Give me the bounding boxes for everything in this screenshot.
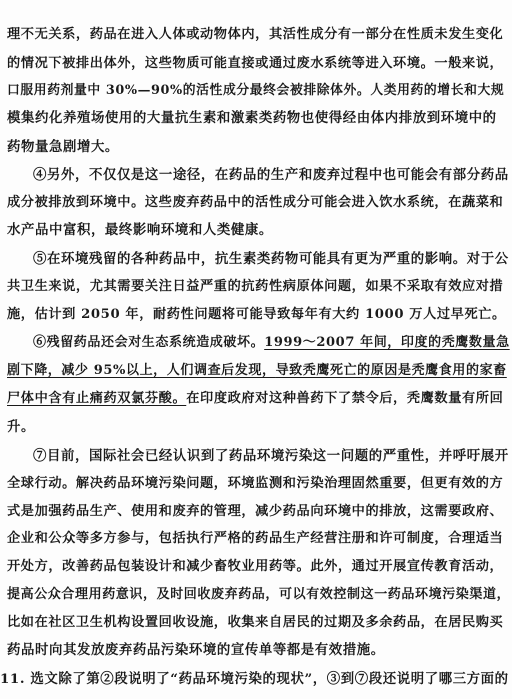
paragraph-text-line: 水产品中富积，最终影响环境和人类健康。: [7, 222, 273, 239]
paragraph-text-line: 共卫生来说，尤其需要关注日益严重的抗药性病原体问题，如果不采取有效应对措: [7, 278, 504, 294]
paragraph-text-line: 式是加强药品生产、使用和废弃的管理，减少药品向环境中的排放，这需要政府、: [7, 503, 504, 519]
paragraph-text-line: 药品时向其发放废弃药品污染环境的宣传单等都是有效措施。: [7, 642, 385, 659]
paragraph-text-line: 全球行动。解决药品环境污染问题，环境监测和污染治理固然重要，但更有效的方: [7, 475, 504, 491]
paragraph-text-line: [7, 391, 503, 407]
underlined-text: 剧下降，减少 95%以上，人们调查后发现，: [7, 362, 276, 378]
paragraph-text-line: 口服用药剂量中 30%—90%的活性成分最终会被排除体外。人类用药的增长和大规: [7, 83, 505, 99]
paragraph-text-line: 开处方，改善药品包装设计和减少畜牧业用药等。此外，通过开展宣传教育活动，: [7, 559, 504, 574]
paragraph-text-line: 的情况下被排出体外，这些物质可能直接或通过废水系统等进入环境。一般来说，: [7, 55, 504, 71]
underlined-text: 尸体中含有止痛药双氯芬酸。: [7, 390, 187, 406]
paragraph-text-line: 企业和公众等多方参与，包括执行严格的药品生产经营注册和许可制度，合理适当: [7, 531, 504, 547]
paragraph-4-first-line: ④另外，不仅仅是这一途径，在药品的生产和废弃过程中也可能会有部分药品: [33, 166, 509, 183]
paragraph-text-line: 比如在社区卫生机构设置回收设施，收集来自居民的过期及多余药品，在居民购买: [7, 614, 504, 630]
paragraph-text-line: 成分被排放到环境中。这些废弃药品中的活性成分可能会进入饮水系统，在蔬菜和: [7, 194, 504, 210]
paragraph-6-first-line: [33, 335, 510, 351]
paragraph-5-first-line: ⑤在环境残留的各种药品中，抗生素类药物可能具有更为严重的影响。对于公: [33, 250, 509, 267]
underlined-text: 1999～2007 年间，印度的秃鹰数量急: [264, 335, 510, 351]
paragraph-text-line: 施，估计到 2050 年，耐药性问题将可能导致每年有大约 1000 万人过早死亡。: [7, 306, 506, 322]
paragraph-text-line: 理不无关系，药品在进入人体或动物体内，其活性成分有一部分在性质未发生变化: [7, 27, 504, 42]
paragraph-text-line: 模集约化养殖场使用的大量抗生素和激素类药物也使得经由体内排放到环境中的: [7, 110, 497, 127]
paragraph-text-line: 升。: [7, 418, 35, 435]
paragraph-text-line: 药物量急剧增大。: [7, 139, 119, 155]
paragraph-7-first-line: ⑦目前，国际社会已经认识到了药品环境污染这一问题的严重性，并呼吁展开: [33, 447, 509, 464]
paragraph-text-line: 提高公众合理用药意识，及时回收废弃药品，可以有效控制这一药品环境污染渠道，: [7, 586, 511, 602]
paragraph-text: 在印度政府对这种兽药下了禁令后，秃鹰数量有所回: [186, 390, 504, 406]
paragraph-text-line: [7, 363, 507, 379]
paragraph-6-lead-text: ⑥残留药品还会对生态系统造成破坏。: [33, 335, 265, 351]
underlined-text: 导致秃鹰死亡的原因是秃鹰食用的家畜: [275, 362, 507, 378]
question-11-text: 11. 选文除了第②段说明了“药品环境污染的现状”，③到⑦段还说明了哪三方面的: [0, 671, 509, 687]
